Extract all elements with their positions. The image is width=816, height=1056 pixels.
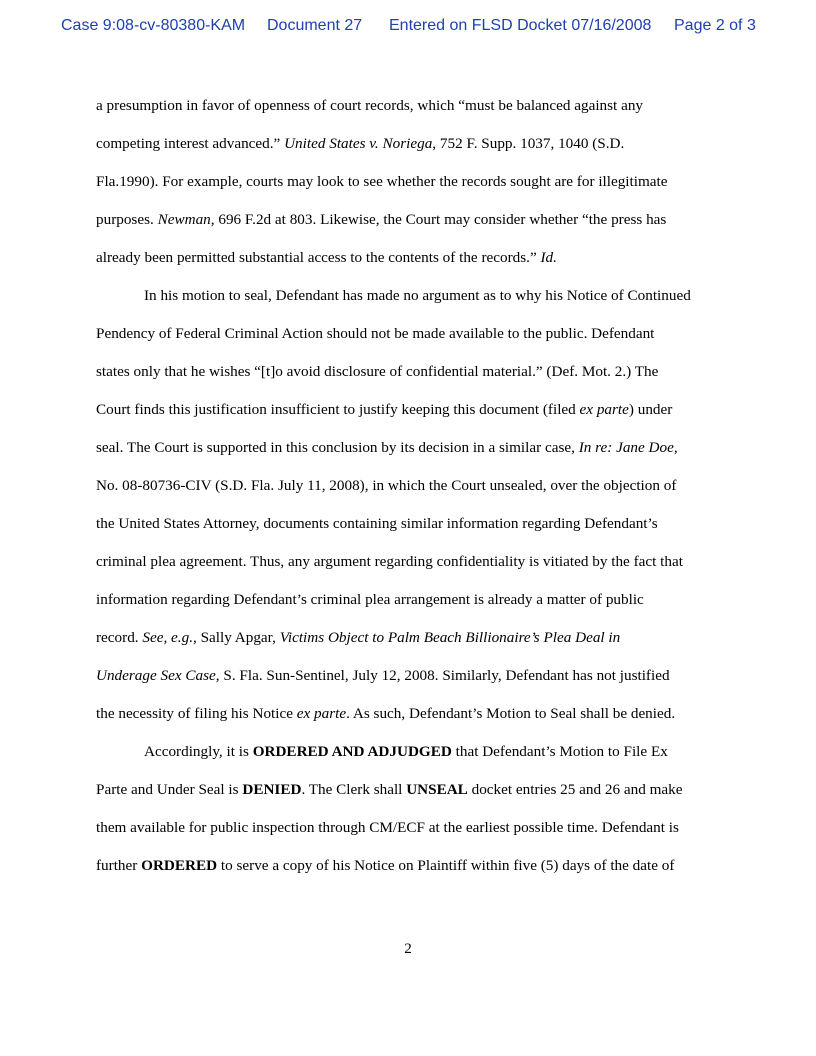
italic-text: Newman (157, 211, 211, 228)
text-line (96, 699, 728, 737)
text-run: Accordingly, it is (144, 743, 253, 760)
text-run: that Defendant’s Motion to File Ex (451, 743, 668, 760)
text-line (96, 319, 728, 357)
text-run: In his motion to seal, Defendant has made no argument as to why his Notice of Continued (144, 287, 691, 304)
text-line (96, 91, 728, 129)
italic-text: See, e.g., (142, 629, 197, 646)
text-line (96, 167, 728, 205)
docket-header (0, 17, 816, 39)
paragraph-first-line (96, 281, 728, 319)
order-body (96, 91, 728, 889)
text-run: a presumption in favor of openness of court records, which “must be balanced against any (96, 97, 644, 114)
text-run: . As such, Defendant’s Motion to Seal shall be denied. (346, 705, 676, 722)
bold-text: UNSEAL (406, 781, 468, 798)
text-run: seal. The Court is supported in this conclusion by its decision in a similar case, (96, 439, 579, 456)
italic-text: Victims Object to Palm Beach Billionaire’s Plea Deal in (279, 629, 621, 646)
bold-text: ORDERED (141, 857, 218, 874)
text-line (96, 395, 728, 433)
italic-text: ex parte (296, 705, 347, 722)
text-line (96, 547, 728, 585)
text-line (96, 357, 728, 395)
paragraph-first-line (96, 737, 728, 775)
italic-text: Id. (540, 249, 557, 266)
text-run: further (96, 857, 142, 874)
text-run: the United States Attorney, documents containing similar information regarding Defendant’s (96, 515, 658, 532)
text-run: to serve a copy of his Notice on Plaintiff within five (5) days of the date of (217, 857, 675, 874)
text-line (96, 813, 728, 851)
text-line (96, 471, 728, 509)
text-run: already been permitted substantial access to the contents of the records.” (96, 249, 541, 266)
text-run: information regarding Defendant’s criminal plea arrangement is already a matter of public (96, 591, 644, 608)
text-line (96, 433, 728, 471)
text-line (96, 585, 728, 623)
text-run: , 696 F.2d at 803. Likewise, the Court may consider whether “the press has (210, 211, 667, 228)
page-number: 2 (404, 940, 412, 957)
text-run: record. (96, 629, 143, 646)
text-line (96, 205, 728, 243)
text-run: Court finds this justification insufficient to justify keeping this document (filed (96, 401, 580, 418)
text-run: Fla.1990). For example, courts may look to see whether the records sought are for illegitimate (96, 173, 668, 190)
text-line (96, 509, 728, 547)
italic-text: Underage Sex Case (96, 667, 216, 684)
text-line (96, 851, 728, 889)
text-run: states only that he wishes “[t]o avoid disclosure of confidential material.” (Def. Mot. 2.) The (96, 363, 659, 380)
text-run: them available for public inspection through CM/ECF at the earliest possible time. Defendant is (96, 819, 679, 836)
text-run: , (673, 439, 678, 456)
text-run: , S. Fla. Sun-Sentinel, July 12, 2008. Similarly, Defendant has not justified (215, 667, 670, 684)
text-run: docket entries 25 and 26 and make (467, 781, 683, 798)
docket-entry-date: Entered on FLSD Docket 07/16/2008 (389, 17, 652, 34)
text-run: the necessity of filing his Notice (96, 705, 297, 722)
text-run: competing interest advanced.” (96, 135, 285, 152)
text-line (96, 661, 728, 699)
text-line (96, 623, 728, 661)
text-run: . The Clerk shall (301, 781, 407, 798)
text-run: , 752 F. Supp. 1037, 1040 (S.D. (432, 135, 625, 152)
case-number: Case 9:08-cv-80380-KAM (61, 17, 246, 34)
italic-text: In re: Jane Doe (578, 439, 674, 456)
text-line (96, 775, 728, 813)
text-line (96, 243, 728, 281)
page-info: Page 2 of 3 (674, 17, 756, 34)
text-run: ) under (628, 401, 673, 418)
italic-text: United States v. Noriega (284, 135, 433, 152)
italic-text: ex parte (579, 401, 629, 418)
document-number: Document 27 (267, 17, 363, 34)
text-run: Sally Apgar, (196, 629, 280, 646)
bold-text: ORDERED AND ADJUDGED (252, 743, 452, 760)
text-run: No. 08-80736-CIV (S.D. Fla. July 11, 2008), in which the Court unsealed, over the objection of (96, 477, 677, 494)
text-run: Parte and Under Seal is (96, 781, 243, 798)
text-line (96, 129, 728, 167)
bold-text: DENIED (242, 781, 302, 798)
text-run: purposes. (96, 211, 158, 228)
text-run: Pendency of Federal Criminal Action should not be made available to the public. Defendant (96, 325, 655, 342)
text-run: criminal plea agreement. Thus, any argument regarding confidentiality is vitiated by the fact that (96, 553, 683, 570)
